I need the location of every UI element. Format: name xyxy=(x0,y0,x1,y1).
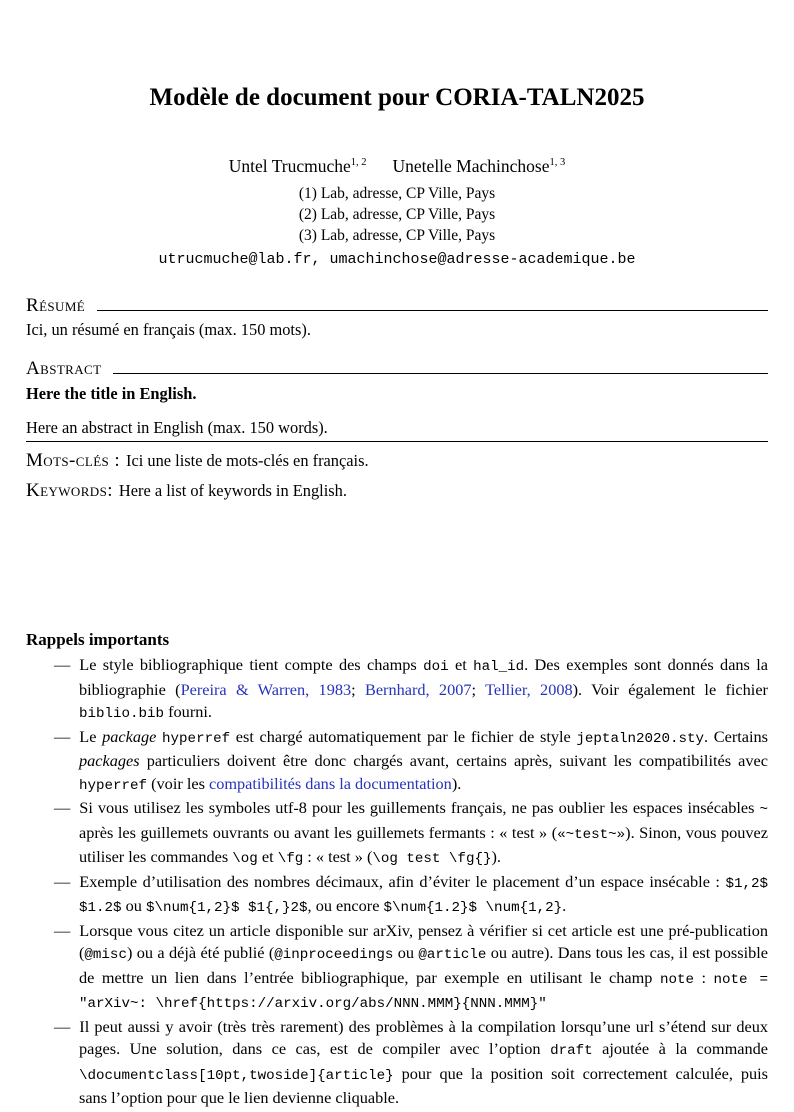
text-run: hal_id xyxy=(473,659,525,676)
text-run: note = "arXiv~: \href{https://arxiv.org/abs/NNN.MMM}{NNN.MMM}" xyxy=(79,971,768,1013)
keywords-text: Here a list of keywords in English. xyxy=(118,481,347,501)
text-run: $1,2$ $1.2$ xyxy=(79,875,768,917)
list-item-text xyxy=(79,655,768,721)
text-run: @misc xyxy=(84,947,127,964)
citation-bernhard-2007[interactable]: Bernhard, 2007 xyxy=(364,679,472,699)
text-run: ou xyxy=(121,896,146,916)
text-run: pour que la position soit correctement calculée, puis sans l’option pour que le lien devienne cliquable. xyxy=(79,1063,768,1108)
text-run: et xyxy=(257,847,278,867)
text-run: $\num{1.2}$ \num{1,2} xyxy=(383,900,563,917)
text-run: . Des exemples sont donnés dans la bibliographie ( xyxy=(79,655,769,699)
section-title-rappels: Rappels importants xyxy=(26,630,170,650)
authors-line xyxy=(26,156,768,177)
text-run: draft xyxy=(550,1043,593,1060)
list-item xyxy=(26,871,768,920)
text-run: (voir les xyxy=(147,773,209,793)
text-run: ou autre). Dans tous les cas, il est possible de mettre un lien dans l’entrée bibliographique, par exemple en utilisant le champ xyxy=(79,943,769,987)
text-run: ou xyxy=(393,943,419,963)
list-item-dash: — xyxy=(54,726,71,746)
text-run: packages xyxy=(79,751,140,771)
text-run: . xyxy=(562,896,567,916)
text-run: Il peut aussi y avoir (très très rarement) des problèmes à la compilation lorsqu’une url s’étend sur deux pages. Une solution, dans ce cas, est de compiler avec l’option xyxy=(79,1016,768,1059)
text-run: @article xyxy=(418,947,487,964)
rappels-list xyxy=(26,654,768,1110)
text-run: ). Voir également le fichier xyxy=(572,679,768,699)
text-run: jeptaln2020.sty xyxy=(576,730,704,747)
resume-section-header xyxy=(26,295,768,317)
abstract-label: Abstract xyxy=(26,358,102,380)
list-item-dash: — xyxy=(54,1016,71,1036)
text-run: \fg xyxy=(277,851,304,868)
list-item-dash: — xyxy=(54,920,71,940)
text-run: note xyxy=(659,971,694,988)
list-item-text xyxy=(79,727,768,793)
resume-rule xyxy=(97,310,768,311)
text-run: Le xyxy=(79,726,103,746)
abstract-bottom-rule xyxy=(26,441,768,442)
abstract-section-header xyxy=(26,358,768,380)
citation-tellier-2008[interactable]: Tellier, 2008 xyxy=(485,679,573,699)
abstract-english-text: Here an abstract in English (max. 150 words). xyxy=(26,418,328,438)
text-run: est chargé automatiquement par le fichier de style xyxy=(230,726,577,746)
text-run: ). Sinon, vous pouvez utiliser les commandes xyxy=(79,822,769,867)
list-item xyxy=(26,654,768,726)
list-item xyxy=(26,920,768,1016)
list-item xyxy=(26,726,768,798)
affiliations-block xyxy=(26,184,768,246)
mots-cles-row xyxy=(26,450,768,472)
author-name: Unetelle Machinchose xyxy=(392,156,550,176)
text-run: , ou encore xyxy=(307,896,384,916)
text-run: \og xyxy=(232,851,258,868)
list-item-text xyxy=(79,921,768,1012)
text-run: ; xyxy=(351,679,365,699)
text-run: \documentclass[10pt,twoside]{article} xyxy=(79,1067,394,1084)
list-item-dash: — xyxy=(54,798,71,818)
list-item xyxy=(26,1016,768,1110)
keywords-row xyxy=(26,480,768,502)
list-item-dash: — xyxy=(54,871,71,891)
text-run: fourni. xyxy=(164,702,212,722)
affiliation-line: (3) Lab, adresse, CP Ville, Pays xyxy=(298,226,496,244)
text-run: Exemple d’utilisation des nombres décimaux, afin d’éviter le placement d’un espace insécable : xyxy=(79,871,726,891)
list-item xyxy=(26,797,768,871)
keywords-label: Keywords: xyxy=(26,480,113,502)
text-run: particuliers doivent être donc chargés avant, certains après, suivant les compatibilités avec xyxy=(139,751,768,771)
affiliation-line: (1) Lab, adresse, CP Ville, Pays xyxy=(298,185,496,202)
text-run: ~ xyxy=(759,802,768,819)
list-item-text xyxy=(79,1017,768,1108)
resume-label: Résumé xyxy=(26,295,86,317)
list-item-dash: — xyxy=(54,655,71,675)
text-run: Lorsque vous citez un article disponible sur arXiv, pensez à vérifier si cet article est une pré-publication ( xyxy=(79,920,768,963)
text-run: et xyxy=(448,655,474,675)
abstract-english-title: Here the title in English. xyxy=(26,384,197,404)
text-run: Le style bibliographique tient compte des champs xyxy=(79,655,424,675)
text-run: hyperref xyxy=(162,730,231,747)
text-run: Si vous utilisez les symboles utf-8 pour les guillements français, ne pas oublier les espaces insécables xyxy=(79,798,760,818)
author-affiliation-ref: 1, 3 xyxy=(549,157,566,169)
text-run: package xyxy=(102,726,157,746)
resume-text: Ici, un résumé en français (max. 150 mots). xyxy=(26,320,311,340)
text-run: \og test \fg{} xyxy=(372,851,492,868)
citation-pereira-warren-1983[interactable]: Pereira & Warren, 1983 xyxy=(180,679,352,699)
text-run: ). xyxy=(451,773,462,793)
email-line: utrucmuche@lab.fr, umachinchose@adresse-academique.be xyxy=(158,251,636,269)
author-affiliation-ref: 1, 2 xyxy=(350,157,367,169)
text-run: $\num{1,2}$ $1{,}2$ xyxy=(145,900,308,917)
mots-cles-text: Ici une liste de mots-clés en français. xyxy=(126,451,369,471)
text-run: @inproceedings xyxy=(274,947,394,964)
text-run: doi xyxy=(423,659,449,676)
paper-title: Modèle de document pour CORIA-TALN2025 xyxy=(149,84,645,111)
text-run: . Certains xyxy=(704,726,768,746)
list-item-text xyxy=(79,872,768,916)
mots-cles-label: Mots-clés : xyxy=(26,450,120,472)
text-run: hyperref xyxy=(79,777,148,794)
affiliation-line: (2) Lab, adresse, CP Ville, Pays xyxy=(298,205,496,223)
list-item-text xyxy=(79,798,768,866)
text-run: «~test~» xyxy=(557,826,626,843)
text-run: après les guillemets ouvrants ou avant les guillemets fermants : « test » ( xyxy=(79,822,558,842)
text-run: ) ou a déjà été publié ( xyxy=(126,943,275,963)
text-run: ajoutée à la commande xyxy=(592,1039,768,1059)
text-run: : « test » ( xyxy=(303,847,373,867)
author-name: Untel Trucmuche xyxy=(228,156,351,176)
hyperref-compat-doc-link[interactable]: compatibilités dans la documentation xyxy=(209,773,452,793)
text-run: : xyxy=(693,967,714,987)
abstract-rule xyxy=(113,373,768,374)
page-content xyxy=(0,84,794,1110)
text-run: ; xyxy=(471,679,486,699)
text-run: biblio.bib xyxy=(79,706,165,723)
text-run: ). xyxy=(491,847,501,867)
